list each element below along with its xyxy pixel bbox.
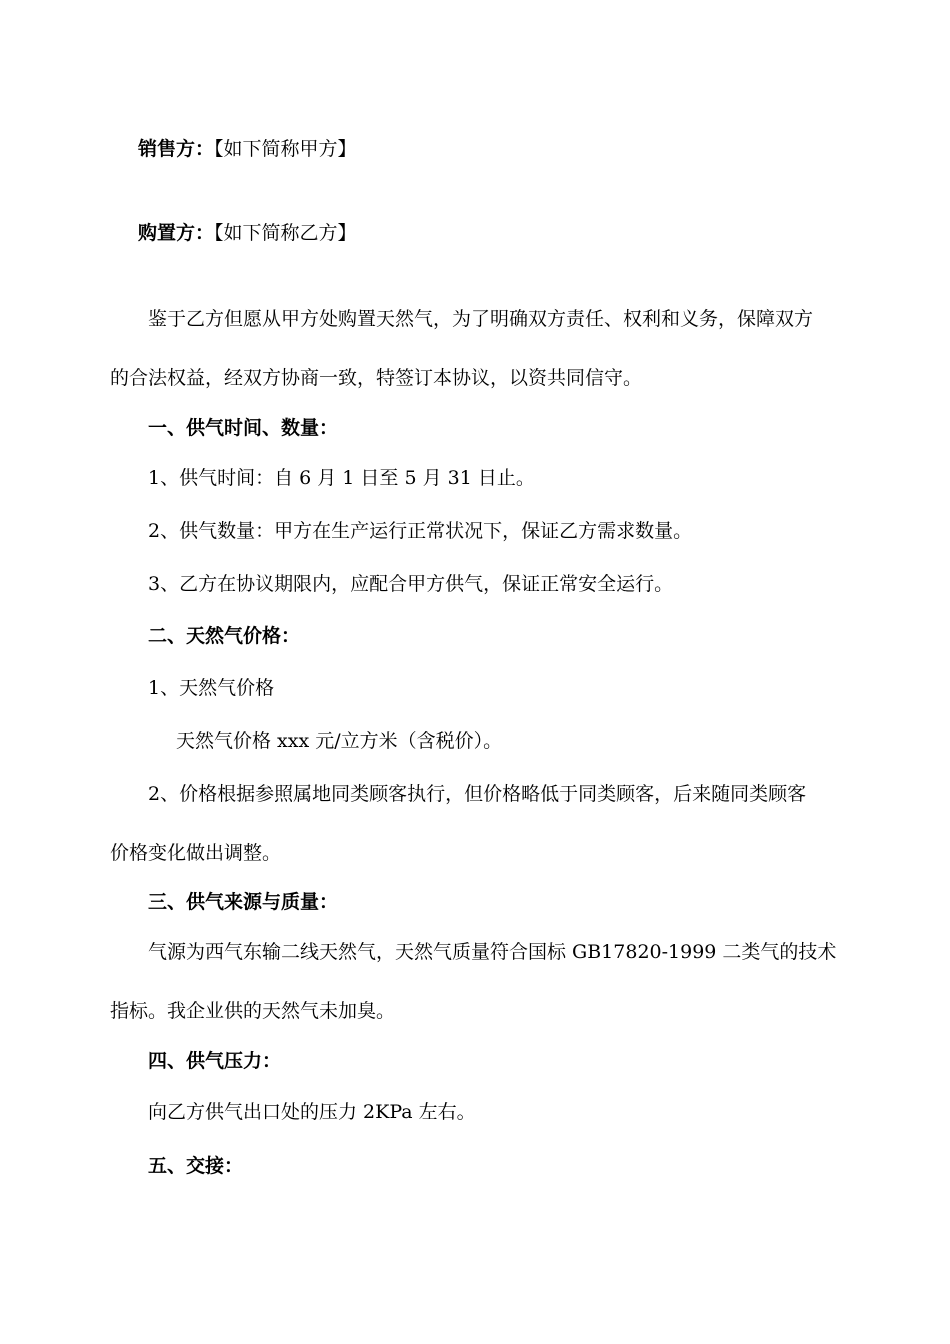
section-2-item-2-line-1: 2、价格根据参照属地同类顾客执行，但价格略低于同类顾客，后来随同类顾客 bbox=[148, 783, 807, 805]
section-3-line-1: 气源为西气东输二线天然气，天然气质量符合国标 GB17820-1999 二类气的技术 bbox=[148, 941, 837, 963]
section-2-item-2-line-2: 价格变化做出调整。 bbox=[110, 842, 282, 864]
seller-line bbox=[138, 137, 357, 161]
section-1-heading: 一、供气时间、数量： bbox=[148, 417, 339, 439]
intro-line-1: 鉴于乙方但愿从甲方处购置天然气，为了明确双方责任、权利和义务，保障双方 bbox=[148, 308, 814, 330]
section-1-item-3: 3、乙方在协议期限内，应配合甲方供气，保证正常安全运行。 bbox=[148, 573, 674, 595]
section-2-item-1: 1、天然气价格 bbox=[148, 677, 275, 699]
section-1-item-1: 1、供气时间：自 6 月 1 日至 5 月 31 日止。 bbox=[148, 467, 535, 489]
section-4-line-1: 向乙方供气出口处的压力 2KPa 左右。 bbox=[148, 1101, 476, 1123]
section-2-price-line: 天然气价格 xxx 元/立方米（含税价）。 bbox=[176, 730, 503, 752]
seller-note: 【如下简称甲方】 bbox=[214, 138, 357, 160]
intro-line-2: 的合法权益，经双方协商一致，特签订本协议，以资共同信守。 bbox=[110, 367, 643, 389]
buyer-line bbox=[138, 221, 357, 245]
section-2-heading: 二、天然气价格： bbox=[148, 625, 301, 647]
seller-label: 销售方： bbox=[138, 138, 215, 160]
section-3-line-2: 指标。我企业供的天然气未加臭。 bbox=[110, 1000, 396, 1022]
section-1-item-2: 2、供气数量：甲方在生产运行正常状况下，保证乙方需求数量。 bbox=[148, 520, 693, 542]
section-3-heading: 三、供气来源与质量： bbox=[148, 891, 339, 913]
buyer-label: 购置方： bbox=[138, 222, 215, 244]
section-5-heading: 五、交接： bbox=[148, 1155, 244, 1177]
section-4-heading: 四、供气压力： bbox=[148, 1050, 282, 1072]
buyer-note: 【如下简称乙方】 bbox=[214, 222, 357, 244]
